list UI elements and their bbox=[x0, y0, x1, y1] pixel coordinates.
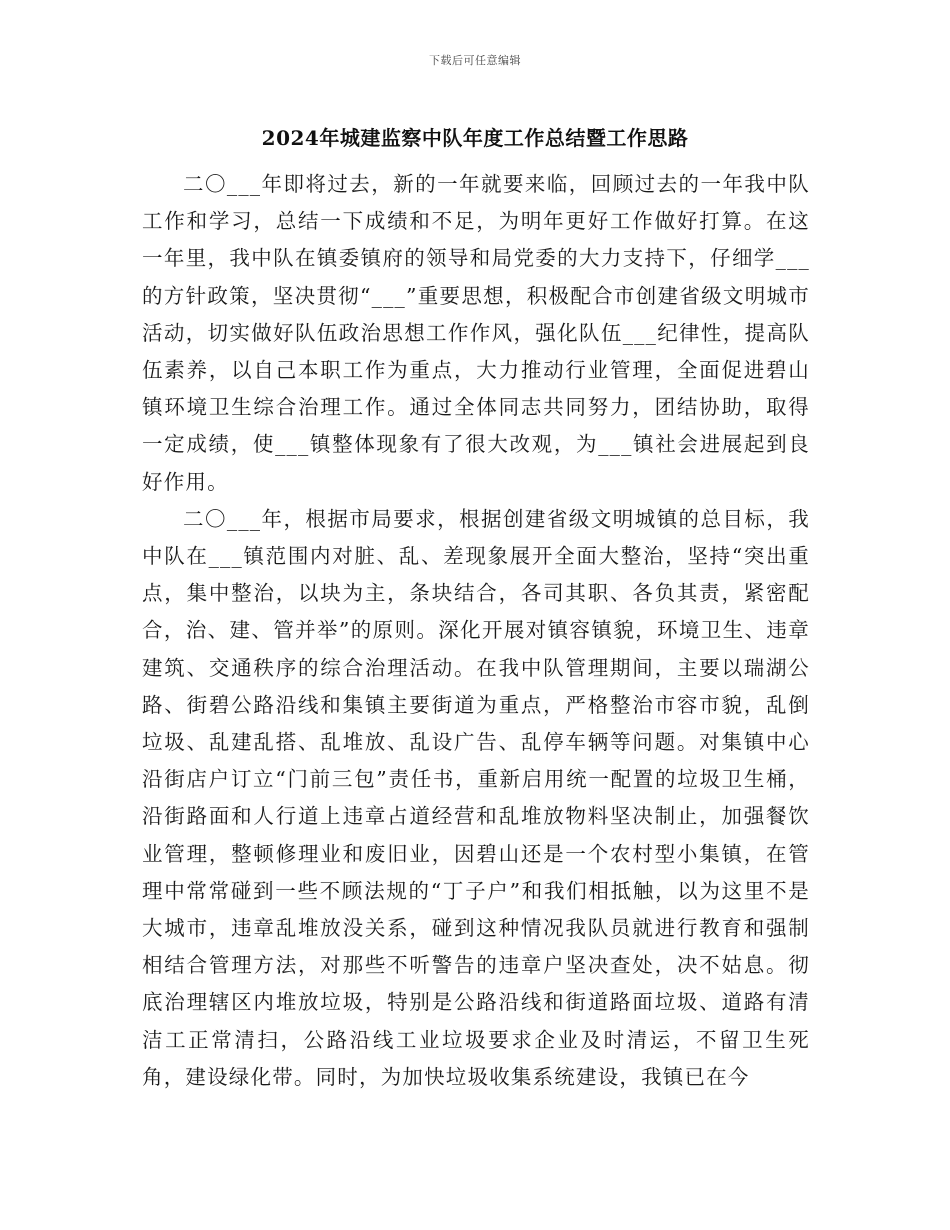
body-paragraph-1: 二〇___年即将过去，新的一年就要来临，回顾过去的一年我中队工作和学习，总结一下成绩和不足，为明年更好工作做好打算。在这一年里，我中队在镇委镇府的领导和局党委的大力支持下，仔细学___的方针政策，坚决贯彻“___”重要思想，积极配合市创建省级文明城市活动，切实做好队伍政治思想工作作风，强化队伍___纪律性，提高队伍素养，以自己本职工作为重点，大力推动行业管理，全面促进碧山镇环境卫生综合治理工作。通过全体同志共同努力，团结协助，取得一定成绩，使___镇整体现象有了很大改观，为___镇社会进展起到良好作用。 bbox=[142, 172, 810, 494]
body-paragraph-2: 二〇___年，根据市局要求，根据创建省级文明城镇的总目标，我中队在___镇范围内对脏、乱、差现象展开全面大整治，坚持“突出重点，集中整治，以块为主，条块结合，各司其职、各负其责，紧密配合，治、建、管并举”的原则。深化开展对镇容镇貌，环境卫生、违章建筑、交通秩序的综合治理活动。在我中队管理期间，主要以瑞湖公路、街碧公路沿线和集镇主要街道为重点，严格整治市容市貌，乱倒垃圾、乱建乱搭、乱堆放、乱设广告、乱停车辆等问题。对集镇中心沿街店户订立“门前三包”责任书，重新启用统一配置的垃圾卫生桶，沿街路面和人行道上违章占道经营和乱堆放物料坚决制止，加强餐饮业管理，整顿修理业和废旧业，因碧山还是一个农村型小集镇，在管理中常常碰到一些不顾法规的“丁子户”和我们相抵触，以为这里不是大城市，违章乱堆放没关系，碰到这种情况我队员就进行教育和强制相结合管理方法，对那些不听警告的违章户坚决查处，决不姑息。彻底治理辖区内堆放垃圾，特别是公路沿线和街道路面垃圾、道路有清洁工正常清扫，公路沿线工业垃圾要求企业及时清运，不留卫生死角，建设绿化带。同时，为加快垃圾收集系统建设，我镇已在今 bbox=[142, 506, 810, 1089]
page-header-note: 下载后可任意编辑 bbox=[429, 54, 521, 67]
document-body bbox=[142, 166, 810, 1096]
document-title: 2024年城建监察中队年度工作总结暨工作思路 bbox=[261, 126, 689, 150]
